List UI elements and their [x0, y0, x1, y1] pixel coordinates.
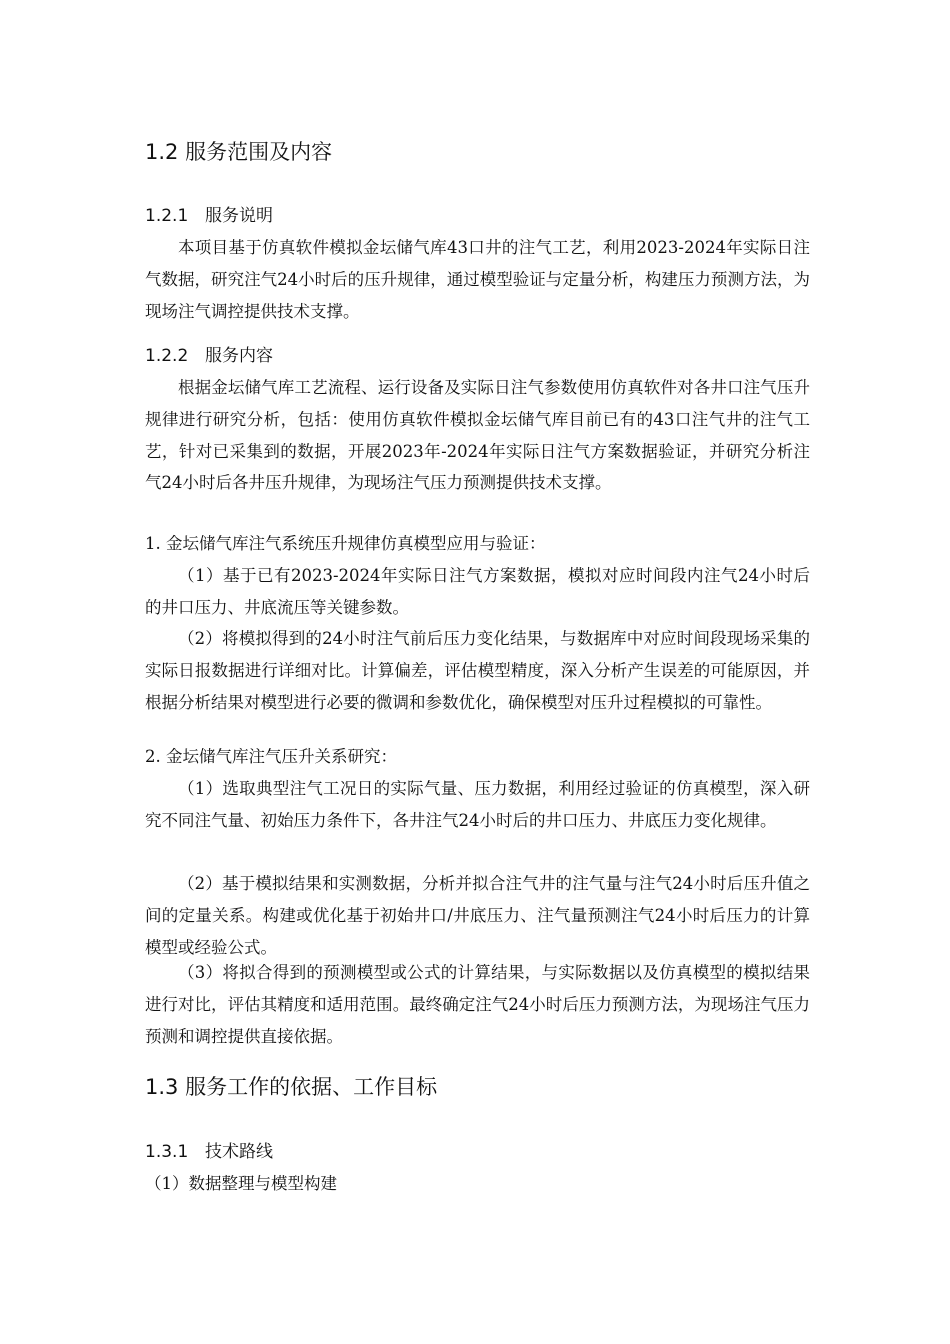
- heading-1-2: 1.2 服务范围及内容: [145, 140, 333, 164]
- list-item-2-title: 2. 金坛储气库注气压升关系研究：: [145, 747, 397, 766]
- list-item-1-sub-1: （1）基于已有2023-2024年实际日注气方案数据，模拟对应时间段内注气24小时后的井口压力、井底流压等关键参数。: [145, 566, 810, 617]
- heading-text: 技术路线: [205, 1142, 273, 1162]
- heading-1-3: 1.3 服务工作的依据、工作目标: [145, 1075, 438, 1099]
- list-item-2-sub-1: （1）选取典型注气工况日的实际气量、压力数据，利用经过验证的仿真模型，深入研究不同注气量、初始压力条件下，各井注气24小时后的井口压力、井底压力变化规律。: [145, 779, 810, 830]
- heading-number: 1.3.1: [145, 1142, 189, 1162]
- list-item-1-title: 1. 金坛储气库注气系统压升规律仿真模型应用与验证：: [145, 534, 546, 553]
- heading-number: 1.2.1: [145, 206, 189, 226]
- heading-1-3-1: [145, 1137, 273, 1162]
- heading-text: 服务说明: [205, 206, 273, 226]
- heading-1-2-1: [145, 201, 273, 226]
- list-item-2-sub-3: （3）将拟合得到的预测模型或公式的计算结果，与实际数据以及仿真模型的模拟结果进行对比，评估其精度和适用范围。最终确定注气24小时后压力预测方法，为现场注气压力预测和调控提供直接依据。: [145, 963, 810, 1046]
- tech-route-item-1: （1）数据整理与模型构建: [145, 1174, 337, 1193]
- heading-1-2-2: [145, 341, 273, 366]
- heading-number: 1.2.2: [145, 346, 189, 366]
- service-description-paragraph: 本项目基于仿真软件模拟金坛储气库43口井的注气工艺，利用2023-2024年实际日注气数据，研究注气24小时后的压升规律，通过模型验证与定量分析，构建压力预测方法，为现场注气调控提供技术支撑。: [145, 238, 810, 321]
- service-content-paragraph: 根据金坛储气库工艺流程、运行设备及实际日注气参数使用仿真软件对各井口注气压升规律进行研究分析，包括：使用仿真软件模拟金坛储气库目前已有的43口注气井的注气工艺，针对已采集到的数据，开展2023年-2024年实际日注气方案数据验证，并研究分析注气24小时后各井压升规律，为现场注气压力预测提供技术支撑。: [145, 378, 810, 493]
- heading-text: 服务内容: [205, 346, 273, 366]
- list-item-1-sub-2: （2）将模拟得到的24小时注气前后压力变化结果，与数据库中对应时间段现场采集的实际日报数据进行详细对比。计算偏差，评估模型精度，深入分析产生误差的可能原因，并根据分析结果对模型进行必要的微调和参数优化，确保模型对压升过程模拟的可靠性。: [145, 629, 810, 712]
- list-item-2-sub-2: （2）基于模拟结果和实测数据，分析并拟合注气井的注气量与注气24小时后压升值之间的定量关系。构建或优化基于初始井口/井底压力、注气量预测注气24小时后压力的计算模型或经验公式。: [145, 874, 810, 957]
